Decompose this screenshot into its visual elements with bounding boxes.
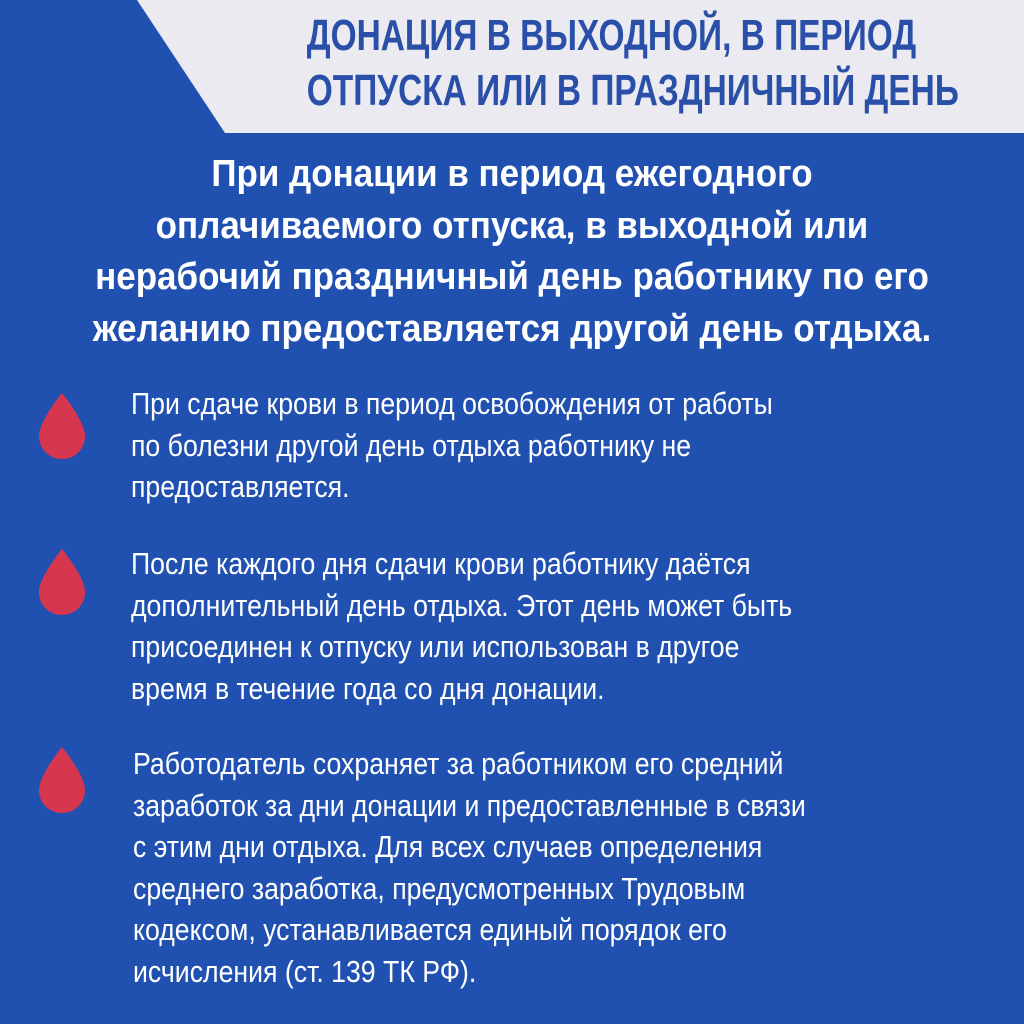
lead-line-3: нерабочий праздничный день работнику по его bbox=[95, 256, 929, 298]
lead-line-4: желанию предоставляется другой день отдыха. bbox=[92, 307, 932, 350]
list-item-line: среднего заработка, предусмотренных Трудовым bbox=[133, 870, 746, 906]
list-item-line: После каждого дня сдачи крови работнику даётся bbox=[131, 546, 751, 581]
list-item-line: предоставляется. bbox=[131, 469, 350, 504]
list-item-line: время в течение года со дня донации. bbox=[131, 670, 605, 706]
blood-drop-icon bbox=[37, 747, 87, 813]
list-item-line: дополнительный день отдыха. Этот день может быть bbox=[131, 587, 793, 623]
list-item-line: Работодатель сохраняет за работником его средний bbox=[133, 746, 784, 781]
list-item-line: с этим дни отдыха. Для всех случаев определения bbox=[133, 829, 763, 864]
list-item-text bbox=[133, 743, 890, 992]
list-item-line: по болезни другой день отдыха работнику не bbox=[131, 427, 692, 463]
list-item-line: присоединен к отпуску или использован в другое bbox=[131, 629, 740, 664]
lead-paragraph bbox=[59, 149, 964, 355]
page-title-line-1: ДОНАЦИЯ В ВЫХОДНОЙ, В ПЕРИОД bbox=[306, 11, 917, 60]
list-item-line: При сдаче крови в период освобождения от работы bbox=[131, 386, 773, 421]
page-title bbox=[306, 8, 959, 118]
list-item-line: исчисления (ст. 139 ТК РФ). bbox=[133, 953, 477, 989]
lead-line-1: При донации в период ежегодного bbox=[211, 153, 813, 195]
lead-line-2: оплачиваемого отпуска, в выходной или bbox=[155, 204, 869, 247]
list-item-text bbox=[131, 383, 888, 508]
list-item-line: заработок за дни донации и предоставленные в связи bbox=[133, 787, 806, 823]
blood-drop-icon bbox=[37, 549, 87, 615]
page-title-line-2: ОТПУСКА ИЛИ В ПРАЗДНИЧНЫЙ ДЕНЬ bbox=[306, 66, 959, 115]
blood-drop-icon bbox=[37, 393, 87, 459]
list-item-text bbox=[131, 543, 888, 709]
list-item-line: кодексом, устанавливается единый порядок его bbox=[133, 912, 727, 947]
